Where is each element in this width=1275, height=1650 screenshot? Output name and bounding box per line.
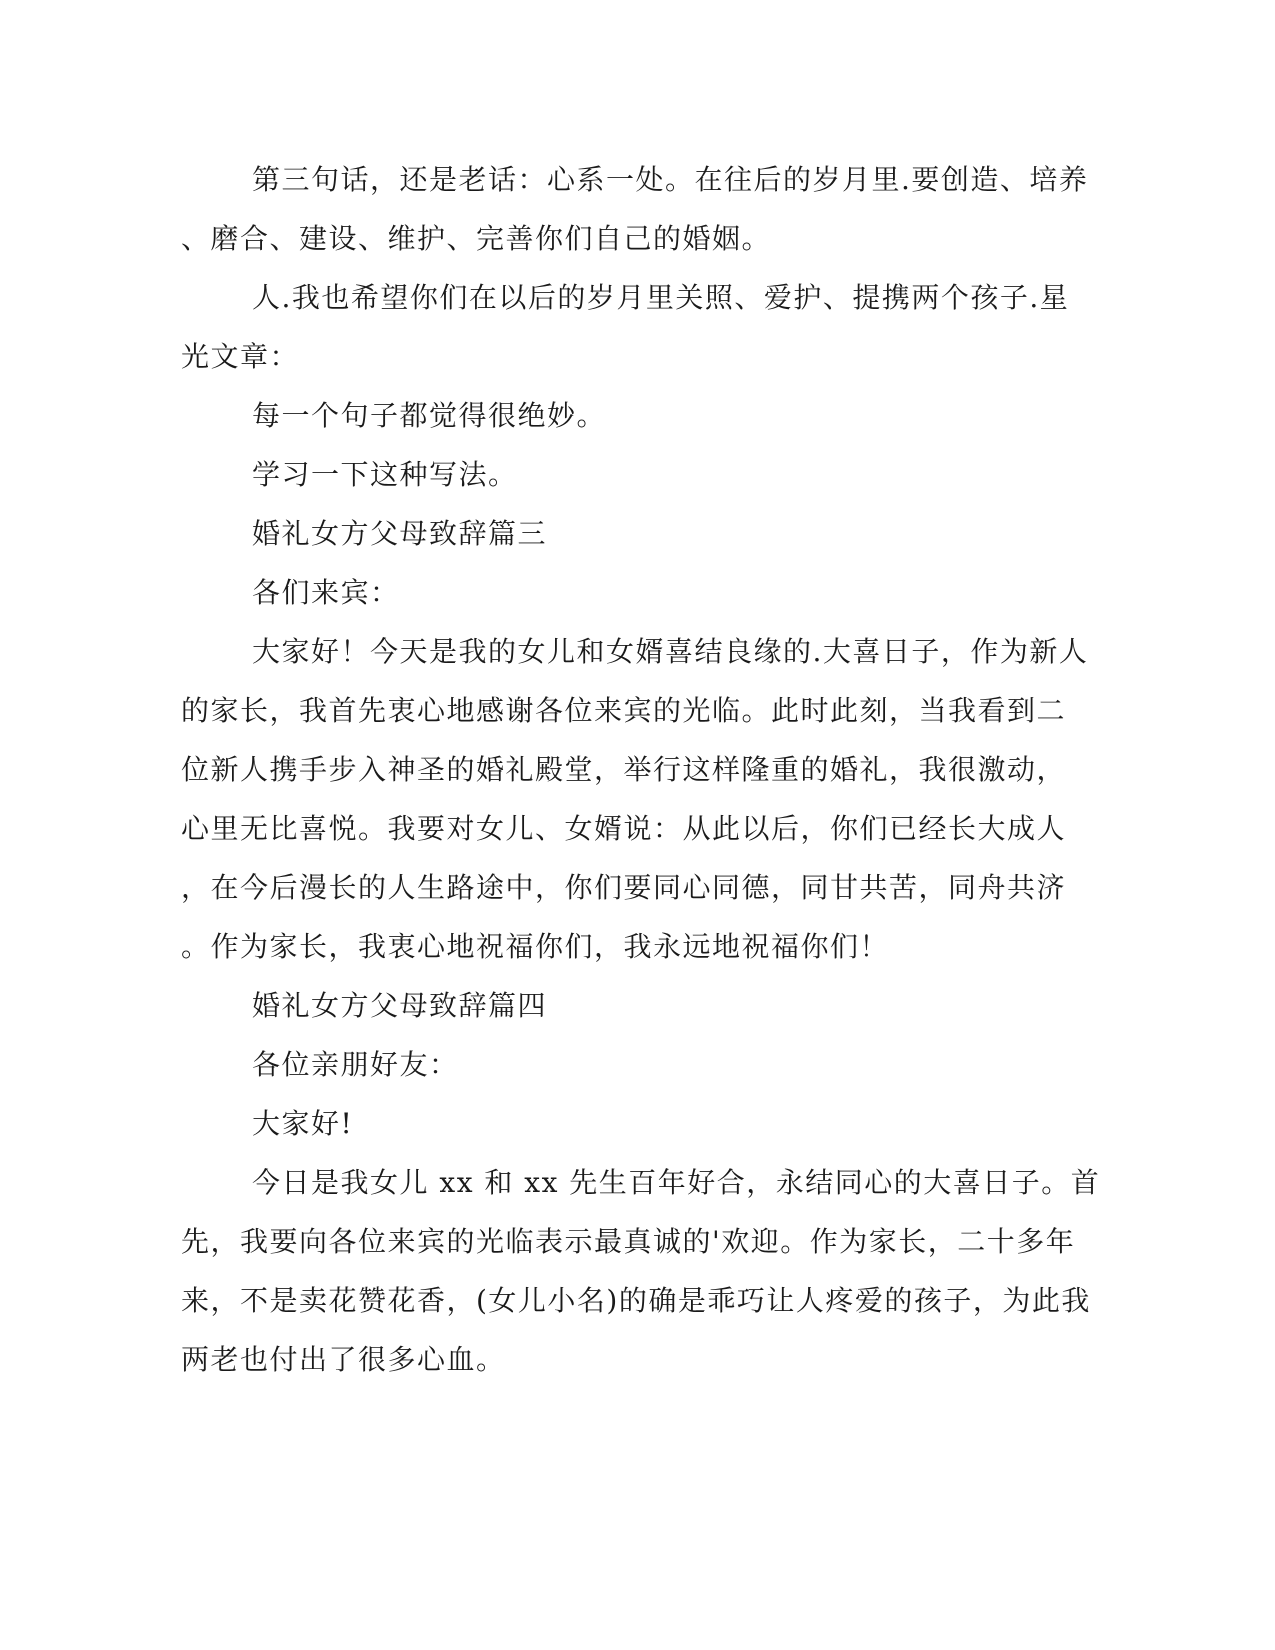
document-body — [181, 150, 1101, 1389]
salutation: 各们来宾： — [252, 576, 400, 609]
section-heading: 婚礼女方父母致辞篇四 — [252, 989, 548, 1022]
paragraph-line: 先，我要向各位来宾的光临表示最真诚的'欢迎。作为家长，二十多年 — [181, 1225, 1076, 1258]
paragraph-line: ，在今后漫长的人生路途中，你们要同心同德，同甘共苦，同舟共济 — [181, 871, 1067, 904]
paragraph-line: 位新人携手步入神圣的婚礼殿堂，举行这样隆重的婚礼，我很激动， — [181, 753, 1067, 786]
paragraph-line: 学习一下这种写法。 — [252, 458, 518, 491]
paragraph-line: 两老也付出了很多心血。 — [181, 1343, 506, 1376]
paragraph-line: 每一个句子都觉得很绝妙。 — [252, 399, 607, 432]
paragraph-line: 的家长，我首先衷心地感谢各位来宾的光临。此时此刻，当我看到二 — [181, 694, 1067, 727]
paragraph-line: 第三句话，还是老话：心系一处。在往后的岁月里.要创造、培养 — [252, 163, 1089, 196]
paragraph-line: 心里无比喜悦。我要对女儿、女婿说：从此以后，你们已经长大成人 — [181, 812, 1067, 845]
paragraph-line: 大家好！今天是我的女儿和女婿喜结良缘的.大喜日子，作为新人 — [252, 635, 1089, 668]
section-heading: 婚礼女方父母致辞篇三 — [252, 517, 548, 550]
salutation: 各位亲朋好友： — [252, 1048, 459, 1081]
greeting: 大家好! — [252, 1107, 354, 1140]
paragraph-line: 。作为家长，我衷心地祝福你们，我永远地祝福你们！ — [181, 930, 890, 963]
paragraph-line: 今日是我女儿 xx 和 xx 先生百年好合，永结同心的大喜日子。首 — [252, 1166, 1101, 1199]
paragraph-line: 光文章： — [181, 340, 300, 373]
paragraph-line: 、磨合、建设、维护、完善你们自己的婚姻。 — [181, 222, 772, 255]
paragraph-line: 人.我也希望你们在以后的岁月里关照、爱护、提携两个孩子.星 — [252, 281, 1070, 314]
paragraph-line: 来，不是卖花赞花香，(女儿小名)的确是乖巧让人疼爱的孩子，为此我 — [181, 1284, 1091, 1317]
